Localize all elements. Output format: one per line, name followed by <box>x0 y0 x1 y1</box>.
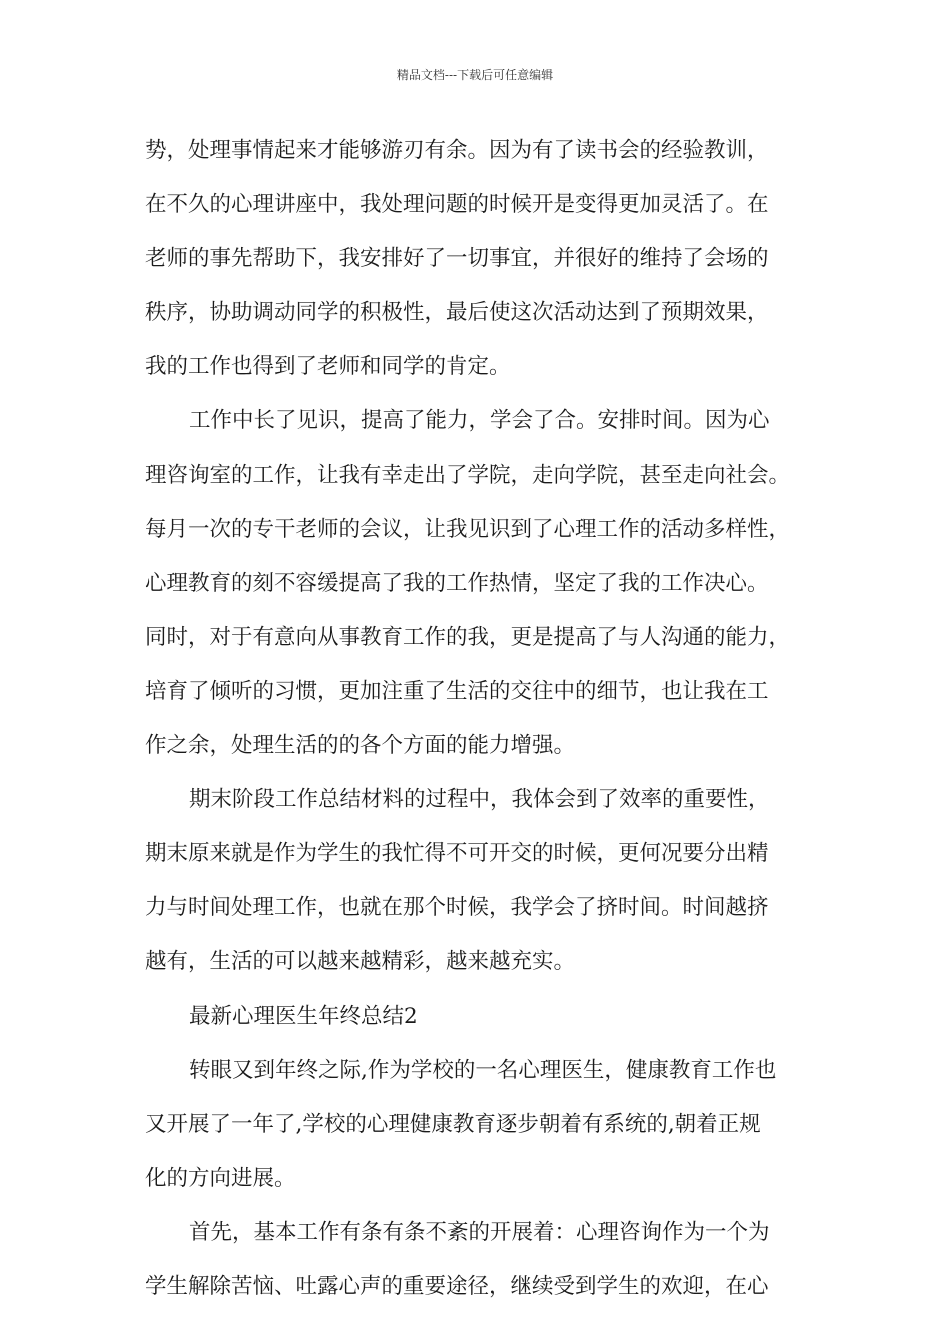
page-header: 精品文档---下载后可任意编辑 <box>396 68 554 82</box>
text-line: 转眼又到年终之际,作为学校的一名心理医生，健康教育工作也 <box>189 1057 777 1083</box>
text-line: 工作中长了见识，提高了能力，学会了合。安排时间。因为心 <box>189 408 770 434</box>
text-line: 学生解除苦恼、吐露心声的重要途径，继续受到学生的欢迎，在心 <box>145 1273 769 1299</box>
text-line: 首先，基本工作有条有条不紊的开展着：心理咨询作为一个为 <box>189 1219 770 1245</box>
text-line: 秩序，协助调动同学的积极性，最后使这次活动达到了预期效果， <box>145 300 769 326</box>
text-line: 心理教育的刻不容缓提高了我的工作热情，坚定了我的工作决心。 <box>145 570 769 596</box>
text-line: 我的工作也得到了老师和同学的肯定。 <box>145 354 511 380</box>
text-line: 在不久的心理讲座中，我处理问题的时候开是变得更加灵活了。在 <box>145 192 769 218</box>
text-line: 同时，对于有意向从事教育工作的我，更是提高了与人沟通的能力， <box>145 624 791 650</box>
text-line: 势，处理事情起来才能够游刃有余。因为有了读书会的经验教训， <box>145 138 769 163</box>
text-line: 力与时间处理工作，也就在那个时候，我学会了挤时间。时间越挤 <box>145 895 769 921</box>
text-line: 理咨询室的工作，让我有幸走出了学院，走向学院，甚至走向社会。 <box>145 462 791 488</box>
text-line: 老师的事先帮助下，我安排好了一切事宜，并很好的维持了会场的 <box>145 246 769 272</box>
text-line: 期末阶段工作总结材料的过程中，我体会到了效率的重要性， <box>189 787 770 813</box>
text-line: 越有，生活的可以越来越精彩，越来越充实。 <box>145 949 576 975</box>
document-body <box>145 124 817 1314</box>
text-line: 培育了倾听的习惯，更加注重了生活的交往中的细节，也让我在工 <box>145 678 769 704</box>
text-line: 每月一次的专干老师的会议，让我见识到了心理工作的活动多样性， <box>145 516 791 542</box>
text-line: 化的方向进展。 <box>145 1165 296 1191</box>
text-line: 期末原来就是作为学生的我忙得不可开交的时候，更何况要分出精 <box>145 841 769 867</box>
text-line: 又开展了一年了,学校的心理健康教育逐步朝着有系统的,朝着正规 <box>145 1111 761 1137</box>
text-line: 作之余，处理生活的的各个方面的能力增强。 <box>145 733 576 759</box>
text-line: 最新心理医生年终总结2 <box>189 1003 418 1029</box>
